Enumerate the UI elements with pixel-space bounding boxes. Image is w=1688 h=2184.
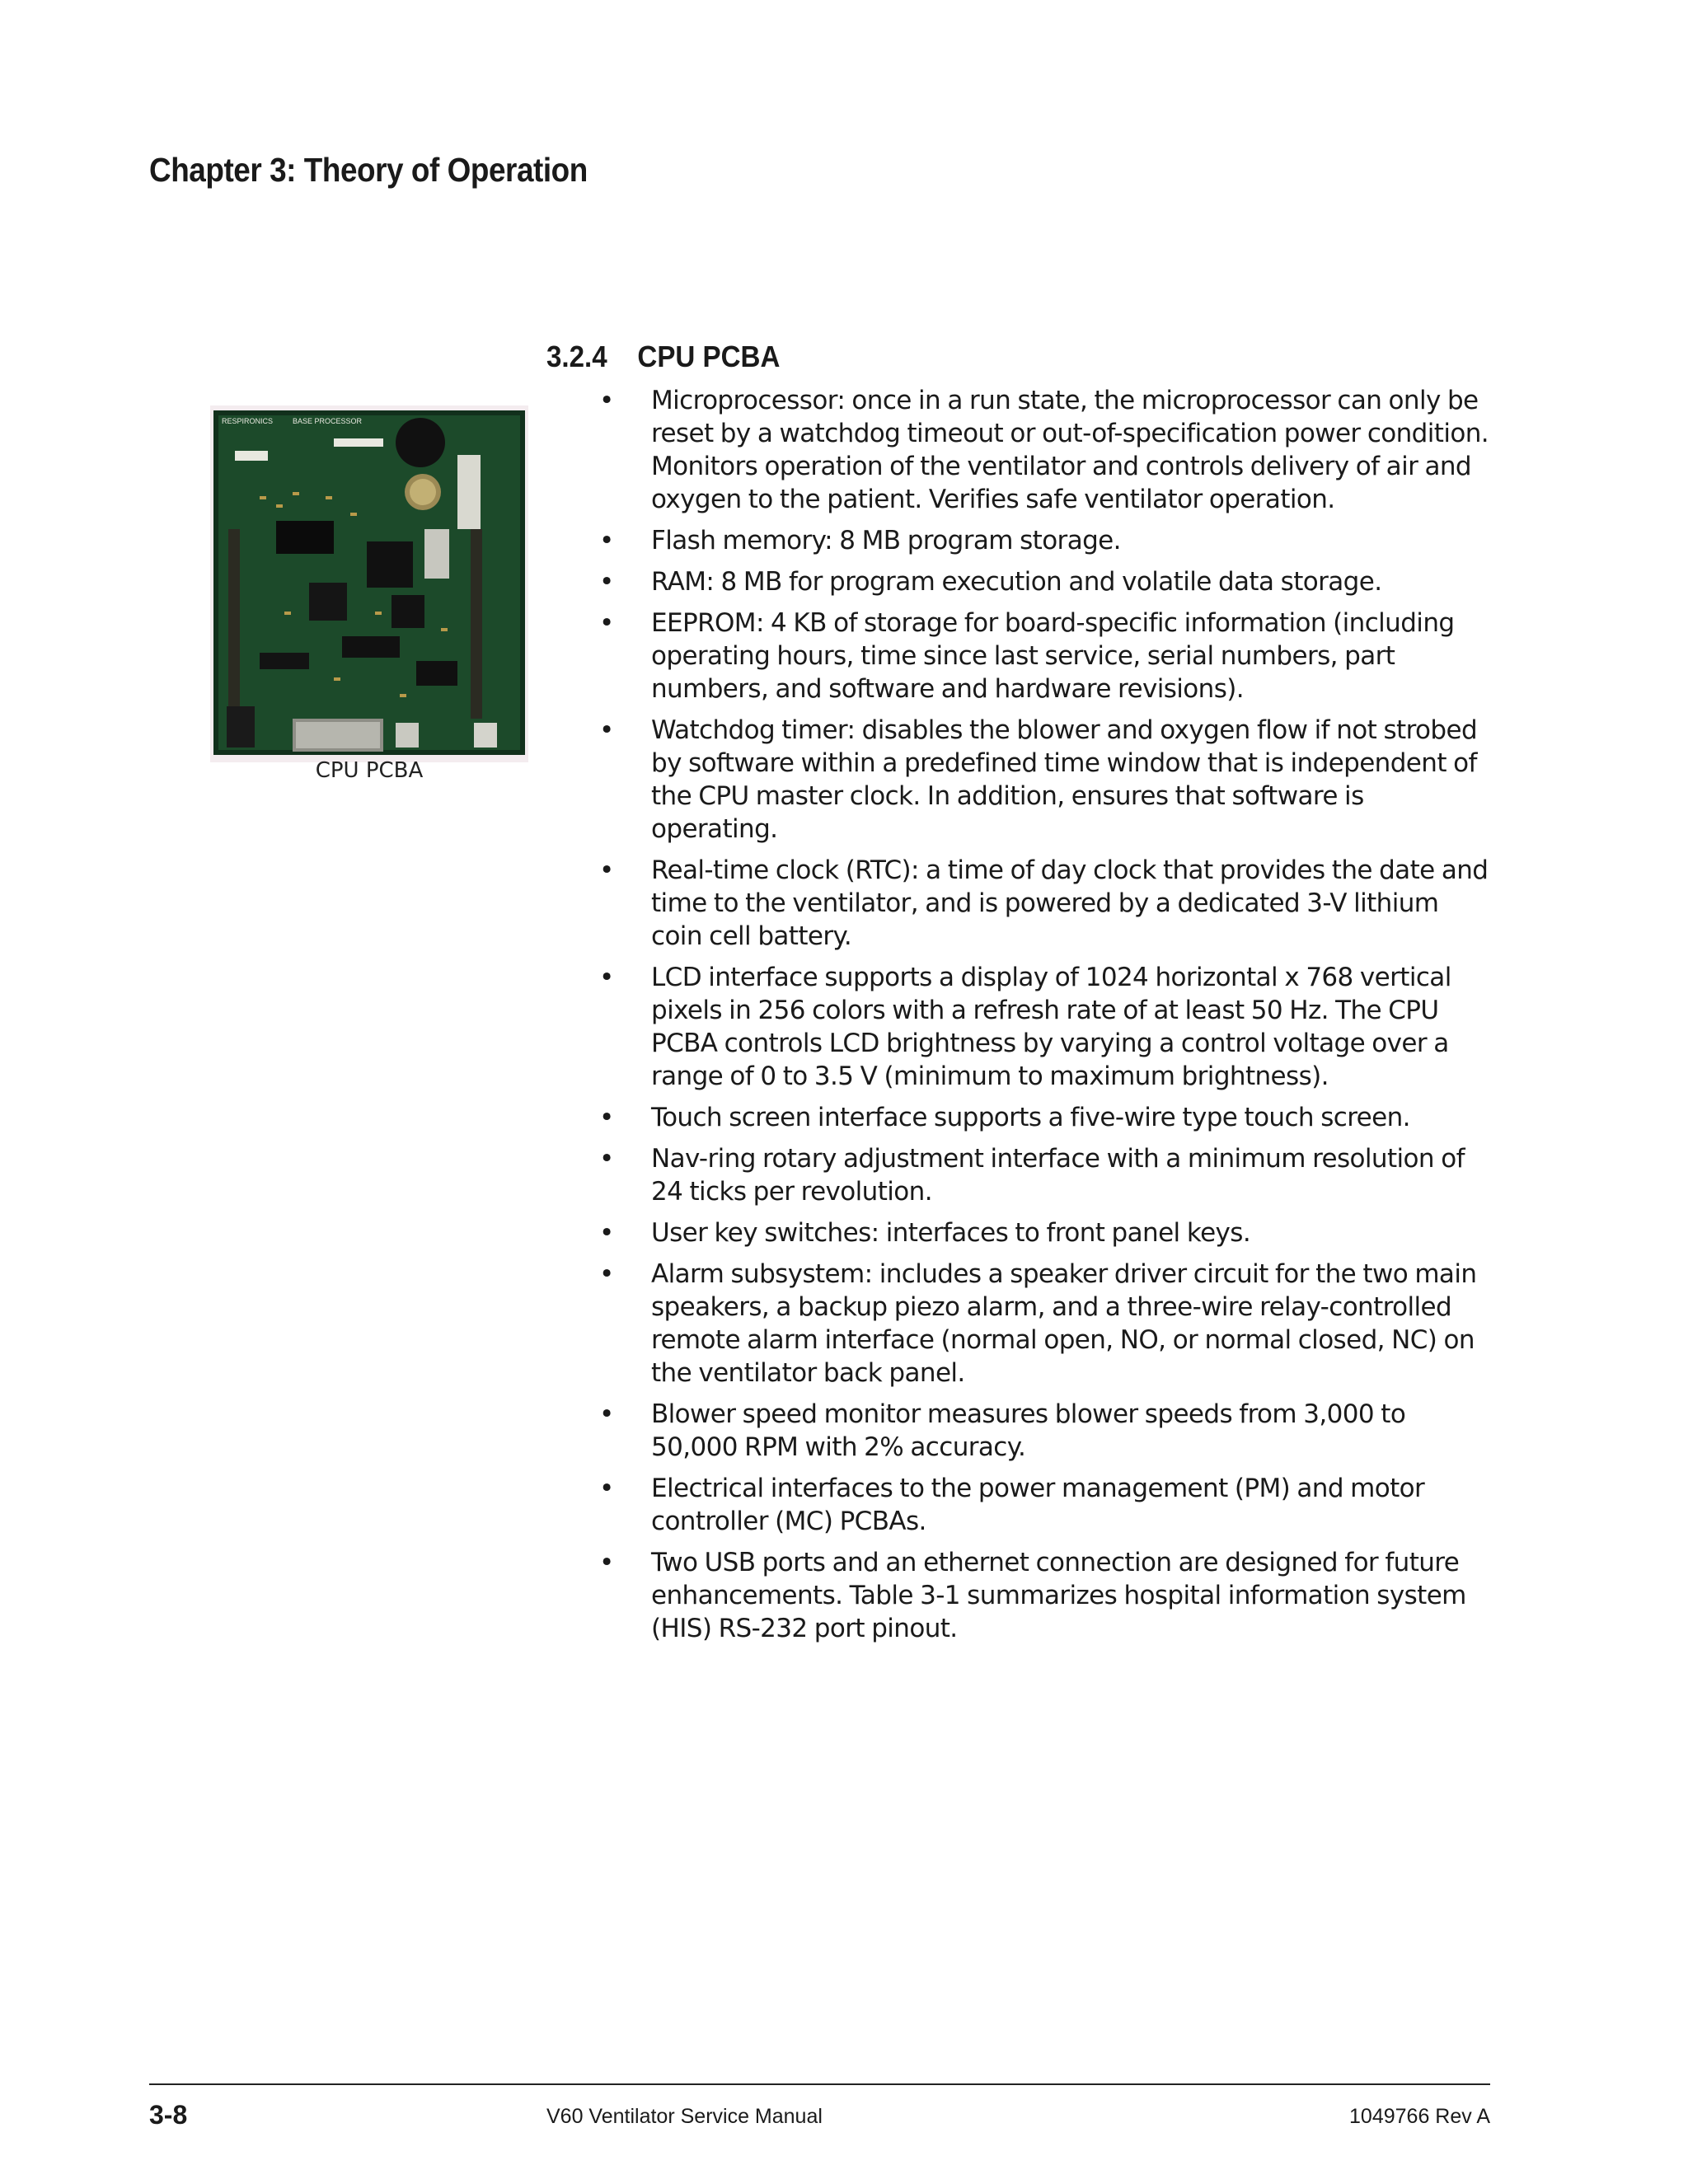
board-label-1: RESPIRONICS (222, 417, 274, 425)
list-item-text: User key switches: interfaces to front panel keys. (651, 1218, 1251, 1248)
cpu-pcba-photo (210, 405, 528, 762)
page-number: 3-8 (149, 2100, 188, 2130)
list-item (595, 1216, 1493, 1249)
list-item-text: Real-time clock (RTC): a time of day clock that provides the date and time to the ventilator, and is powered by a dedicated 3-V lithium coin cell battery. (651, 855, 1489, 951)
bullet-icon: • (599, 715, 614, 745)
bullet-icon: • (599, 1218, 614, 1248)
section-number: 3.2.4 (546, 340, 607, 373)
list-item (595, 1398, 1493, 1464)
list-item (595, 961, 1493, 1093)
list-item (595, 714, 1493, 846)
list-item-text: Alarm subsystem: includes a speaker driver circuit for the two main speakers, a backup piezo alarm, and a three-wire relay-controlled remote alarm interface (normal open, NO, or normal closed, NC) on the ventilator back panel. (651, 1259, 1477, 1388)
list-item (595, 1546, 1493, 1645)
bullet-icon: • (599, 1144, 614, 1174)
list-item (595, 565, 1493, 598)
board-label-2: BASE PROCESSOR (293, 417, 363, 425)
list-item-text: Flash memory: 8 MB program storage. (651, 526, 1121, 555)
bullet-icon: • (599, 855, 614, 885)
footer-divider (149, 2083, 1490, 2085)
list-item-text: Touch screen interface supports a five-wire type touch screen. (651, 1103, 1410, 1132)
figure-caption: CPU PCBA (315, 758, 424, 783)
bullet-icon: • (599, 1259, 614, 1289)
list-item-text: Nav-ring rotary adjustment interface with a minimum resolution of 24 ticks per revolution. (651, 1144, 1465, 1207)
bullet-icon: • (599, 1399, 614, 1429)
list-item-text: LCD interface supports a display of 1024 horizontal x 768 vertical pixels in 256 colors with a refresh rate of at least 50 Hz. The CPU PCBA controls LCD brightness by varying a control voltage over a range of 0 to 3.5 V (minimum to maximum brightness). (651, 963, 1451, 1091)
bullet-icon: • (599, 1474, 614, 1503)
list-item-text: Electrical interfaces to the power management (PM) and motor controller (MC) PCBAs. (651, 1474, 1425, 1536)
list-item-text: Watchdog timer: disables the blower and oxygen flow if not strobed by software within a predefined time window that is independent of the CPU master clock. In addition, ensures that software is operating. (651, 715, 1478, 844)
list-item-text: Microprocessor: once in a run state, the microprocessor can only be reset by a watchdog timeout or out-of-specification power condition. Monitors operation of the ventilator and controls delivery of air and oxygen to the patient. Verifies safe ventilator operation. (651, 386, 1489, 514)
manual-title: V60 Ventilator Service Manual (546, 2105, 823, 2128)
list-item (595, 1258, 1493, 1390)
bullet-icon: • (599, 526, 614, 555)
section-heading (546, 340, 780, 374)
list-item (595, 1472, 1493, 1538)
list-item (595, 524, 1493, 557)
chapter-title: Chapter 3: Theory of Operation (149, 151, 588, 189)
bullet-icon: • (599, 1548, 614, 1577)
bullet-icon: • (599, 1103, 614, 1132)
feature-list (595, 384, 1493, 1653)
list-item (595, 1142, 1493, 1208)
bullet-icon: • (599, 608, 614, 638)
circuit-board-image (210, 405, 528, 762)
bullet-icon: • (599, 386, 614, 415)
list-item (595, 1101, 1493, 1134)
list-item-text: RAM: 8 MB for program execution and volatile data storage. (651, 567, 1382, 597)
list-item-text: EEPROM: 4 KB of storage for board-specific information (including operating hours, time since last service, serial numbers, part numbers, and software and hardware revisions). (651, 608, 1455, 704)
bullet-icon: • (599, 567, 614, 597)
bullet-icon: • (599, 963, 614, 992)
list-item (595, 384, 1493, 516)
list-item (595, 854, 1493, 953)
list-item (595, 607, 1493, 705)
section-title: CPU PCBA (637, 340, 781, 373)
list-item-text: Blower speed monitor measures blower speeds from 3,000 to 50,000 RPM with 2% accuracy. (651, 1399, 1406, 1462)
document-revision: 1049766 Rev A (1349, 2105, 1490, 2128)
list-item-text: Two USB ports and an ethernet connection are designed for future enhancements. Table 3-1 summarizes hospital information system (HIS) RS-232 port pinout. (651, 1548, 1466, 1643)
